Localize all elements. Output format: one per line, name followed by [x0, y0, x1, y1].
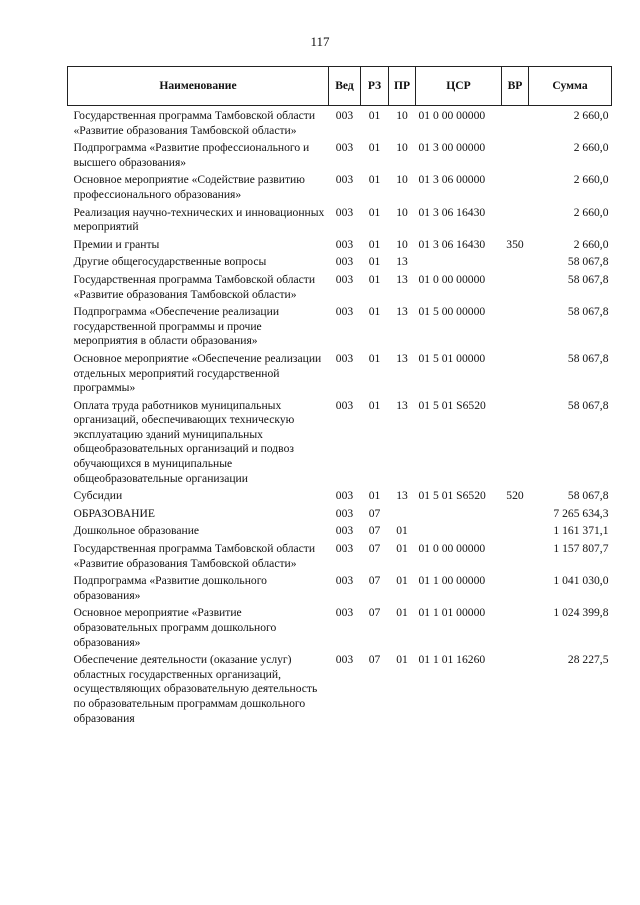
table-row: [68, 255, 612, 273]
header-ved: Вед: [329, 67, 361, 106]
row-name: Подпрограмма «Развитие профессионального и высшего образования»: [73, 141, 310, 169]
row-rz: 01: [368, 489, 381, 503]
row-rz: 07: [368, 542, 381, 556]
header-name: Наименование: [68, 67, 329, 106]
row-ved: 003: [335, 489, 354, 503]
table-row: [68, 489, 612, 507]
row-ved: 003: [335, 272, 354, 286]
row-pr: 10: [396, 109, 408, 122]
row-pr: 13: [396, 398, 408, 412]
table-body: [68, 106, 612, 730]
row-sum: 58 067,8: [567, 351, 609, 365]
row-rz: 07: [368, 606, 381, 620]
table-row: [68, 524, 612, 542]
row-rz: 01: [368, 255, 381, 269]
row-sum: 58 067,8: [567, 272, 609, 286]
row-sum: 1 041 030,0: [553, 574, 609, 588]
row-vr: [502, 542, 529, 574]
header-pr: ПР: [389, 67, 416, 106]
row-ved: 003: [335, 205, 354, 219]
row-csr: [416, 255, 502, 273]
row-name: Основное мероприятие «Обеспечение реализации отдельных мероприятий государственной программы»: [73, 351, 322, 395]
row-ved: 003: [335, 305, 354, 319]
row-name: Государственная программа Тамбовской области «Развитие образования Тамбовской области»: [73, 542, 316, 570]
table-row: [68, 352, 612, 399]
row-vr: [502, 106, 529, 142]
row-vr: 520: [506, 489, 524, 503]
row-name: Подпрограмма «Обеспечение реализации государственной программы и прочие мероприятия в области образования»: [73, 305, 280, 348]
row-name: Подпрограмма «Развитие дошкольного образования»: [73, 574, 267, 602]
row-ved: 003: [335, 606, 354, 620]
row-rz: 01: [368, 305, 381, 319]
row-vr: [502, 141, 529, 173]
row-csr: 01 5 00 00000: [418, 305, 486, 319]
row-pr: 10: [396, 173, 408, 187]
row-name: Основное мероприятие «Развитие образовательных программ дошкольного образования»: [73, 606, 277, 649]
row-sum: 2 660,0: [573, 205, 609, 219]
budget-table: [67, 66, 612, 729]
row-sum: 2 660,0: [573, 141, 609, 155]
row-sum: 2 660,0: [573, 237, 609, 251]
row-csr: 01 5 01 S6520: [418, 398, 486, 412]
row-vr: [502, 305, 529, 352]
table-row: [68, 173, 612, 205]
row-ved: 003: [335, 542, 354, 556]
row-csr: 01 5 01 00000: [418, 351, 486, 365]
row-name: Дошкольное образование: [73, 524, 200, 538]
row-csr: 01 0 00 00000: [418, 272, 486, 286]
row-csr: [416, 507, 502, 525]
row-rz: 01: [368, 205, 381, 219]
header-rz: РЗ: [361, 67, 389, 106]
row-vr: [502, 606, 529, 653]
table-row: [68, 273, 612, 305]
row-name: Субсидии: [73, 489, 123, 503]
row-sum: 1 157 807,7: [553, 542, 609, 556]
row-ved: 003: [335, 237, 354, 251]
row-vr: [502, 255, 529, 273]
row-csr: 01 1 00 00000: [418, 574, 486, 588]
row-name: Основное мероприятие «Содействие развитию профессионального образования»: [73, 173, 305, 201]
table-row: [68, 606, 612, 653]
row-pr: 13: [396, 489, 408, 503]
row-csr: 01 0 00 00000: [418, 109, 486, 122]
row-vr: [502, 574, 529, 606]
row-pr: 10: [396, 205, 408, 219]
row-sum: 1 161 371,1: [553, 524, 609, 538]
row-sum: 58 067,8: [567, 489, 609, 503]
row-vr: [502, 524, 529, 542]
row-sum: 58 067,8: [567, 398, 609, 412]
row-rz: 01: [368, 351, 381, 365]
row-rz: 07: [368, 574, 381, 588]
row-pr: 01: [396, 606, 408, 620]
row-sum: 7 265 634,3: [553, 506, 609, 520]
table-row: [68, 653, 612, 729]
row-pr: 01: [396, 653, 408, 667]
row-pr: 13: [396, 272, 408, 286]
row-sum: 58 067,8: [567, 255, 609, 269]
row-name: Другие общегосударственные вопросы: [73, 255, 267, 269]
row-csr: 01 1 01 16260: [418, 653, 486, 667]
table-row: [68, 106, 612, 142]
row-pr: 01: [396, 542, 408, 556]
header-csr: ЦСР: [416, 67, 502, 106]
header-sum: Сумма: [529, 67, 612, 106]
row-rz: 07: [368, 653, 381, 667]
row-ved: 003: [335, 574, 354, 588]
row-sum: 1 024 399,8: [553, 606, 609, 620]
row-rz: 07: [368, 524, 381, 538]
row-ved: 003: [335, 141, 354, 155]
row-sum: 28 227,5: [567, 653, 609, 667]
row-name: Обеспечение деятельности (оказание услуг) областных государственных организаций, осуществляющих образовательную деятельность по образовательным программам дошкольного образования: [73, 653, 318, 725]
header-vr: ВР: [502, 67, 529, 106]
row-ved: 003: [335, 173, 354, 187]
row-pr: 10: [396, 237, 408, 251]
row-vr: [502, 352, 529, 399]
row-vr: [502, 173, 529, 205]
row-rz: 01: [368, 109, 381, 122]
row-pr: 10: [396, 141, 408, 155]
row-csr: 01 5 01 S6520: [418, 489, 486, 503]
table-row: [68, 305, 612, 352]
table-row: [68, 507, 612, 525]
row-ved: 003: [335, 524, 354, 538]
row-rz: 01: [368, 398, 381, 412]
table-row: [68, 141, 612, 173]
row-csr: 01 3 00 00000: [418, 141, 486, 155]
row-sum: 2 660,0: [573, 109, 609, 122]
row-ved: 003: [335, 653, 354, 667]
table-header-row: [68, 67, 612, 106]
row-ved: 003: [335, 255, 354, 269]
row-pr: 13: [396, 351, 408, 365]
row-name: ОБРАЗОВАНИЕ: [73, 506, 155, 520]
row-sum: 58 067,8: [567, 305, 609, 319]
row-csr: 01 3 06 16430: [418, 237, 486, 251]
row-ved: 003: [335, 109, 354, 122]
row-pr: [389, 507, 416, 525]
row-pr: 01: [396, 524, 408, 538]
row-csr: 01 0 00 00000: [418, 542, 486, 556]
row-name: Реализация научно-технических и инновационных мероприятий: [73, 205, 325, 234]
row-rz: 01: [368, 237, 381, 251]
table-row: [68, 542, 612, 574]
table-row: [68, 399, 612, 490]
row-ved: 003: [335, 506, 354, 520]
row-csr: [416, 524, 502, 542]
row-rz: 01: [368, 272, 381, 286]
row-name: Премии и гранты: [73, 237, 160, 251]
page-number: 117: [310, 34, 330, 49]
row-pr: 13: [396, 255, 408, 269]
row-name: Государственная программа Тамбовской области «Развитие образования Тамбовской области»: [73, 272, 316, 301]
row-ved: 003: [335, 398, 354, 412]
row-vr: [502, 399, 529, 490]
row-pr: 01: [396, 574, 408, 588]
row-vr: [502, 206, 529, 238]
row-name: Оплата труда работников муниципальных организаций, обеспечивающих техническую эксплуатацию зданий муниципальных общеобразовательных организаций и подвоз обучающихся в муниципальные общеобразовательные организации: [73, 398, 295, 485]
row-rz: 01: [368, 173, 381, 187]
row-rz: 07: [368, 506, 381, 520]
row-sum: 2 660,0: [573, 173, 609, 187]
row-csr: 01 3 06 00000: [418, 173, 486, 187]
row-vr: [502, 507, 529, 525]
row-rz: 01: [368, 141, 381, 155]
row-vr: 350: [506, 237, 524, 251]
table-row: [68, 206, 612, 238]
table-row: [68, 238, 612, 256]
row-vr: [502, 653, 529, 729]
row-csr: 01 3 06 16430: [418, 205, 486, 219]
row-vr: [502, 273, 529, 305]
row-csr: 01 1 01 00000: [418, 606, 486, 620]
row-ved: 003: [335, 351, 354, 365]
row-pr: 13: [396, 305, 408, 319]
table-row: [68, 574, 612, 606]
row-name: Государственная программа Тамбовской области «Развитие образования Тамбовской области»: [73, 109, 316, 137]
